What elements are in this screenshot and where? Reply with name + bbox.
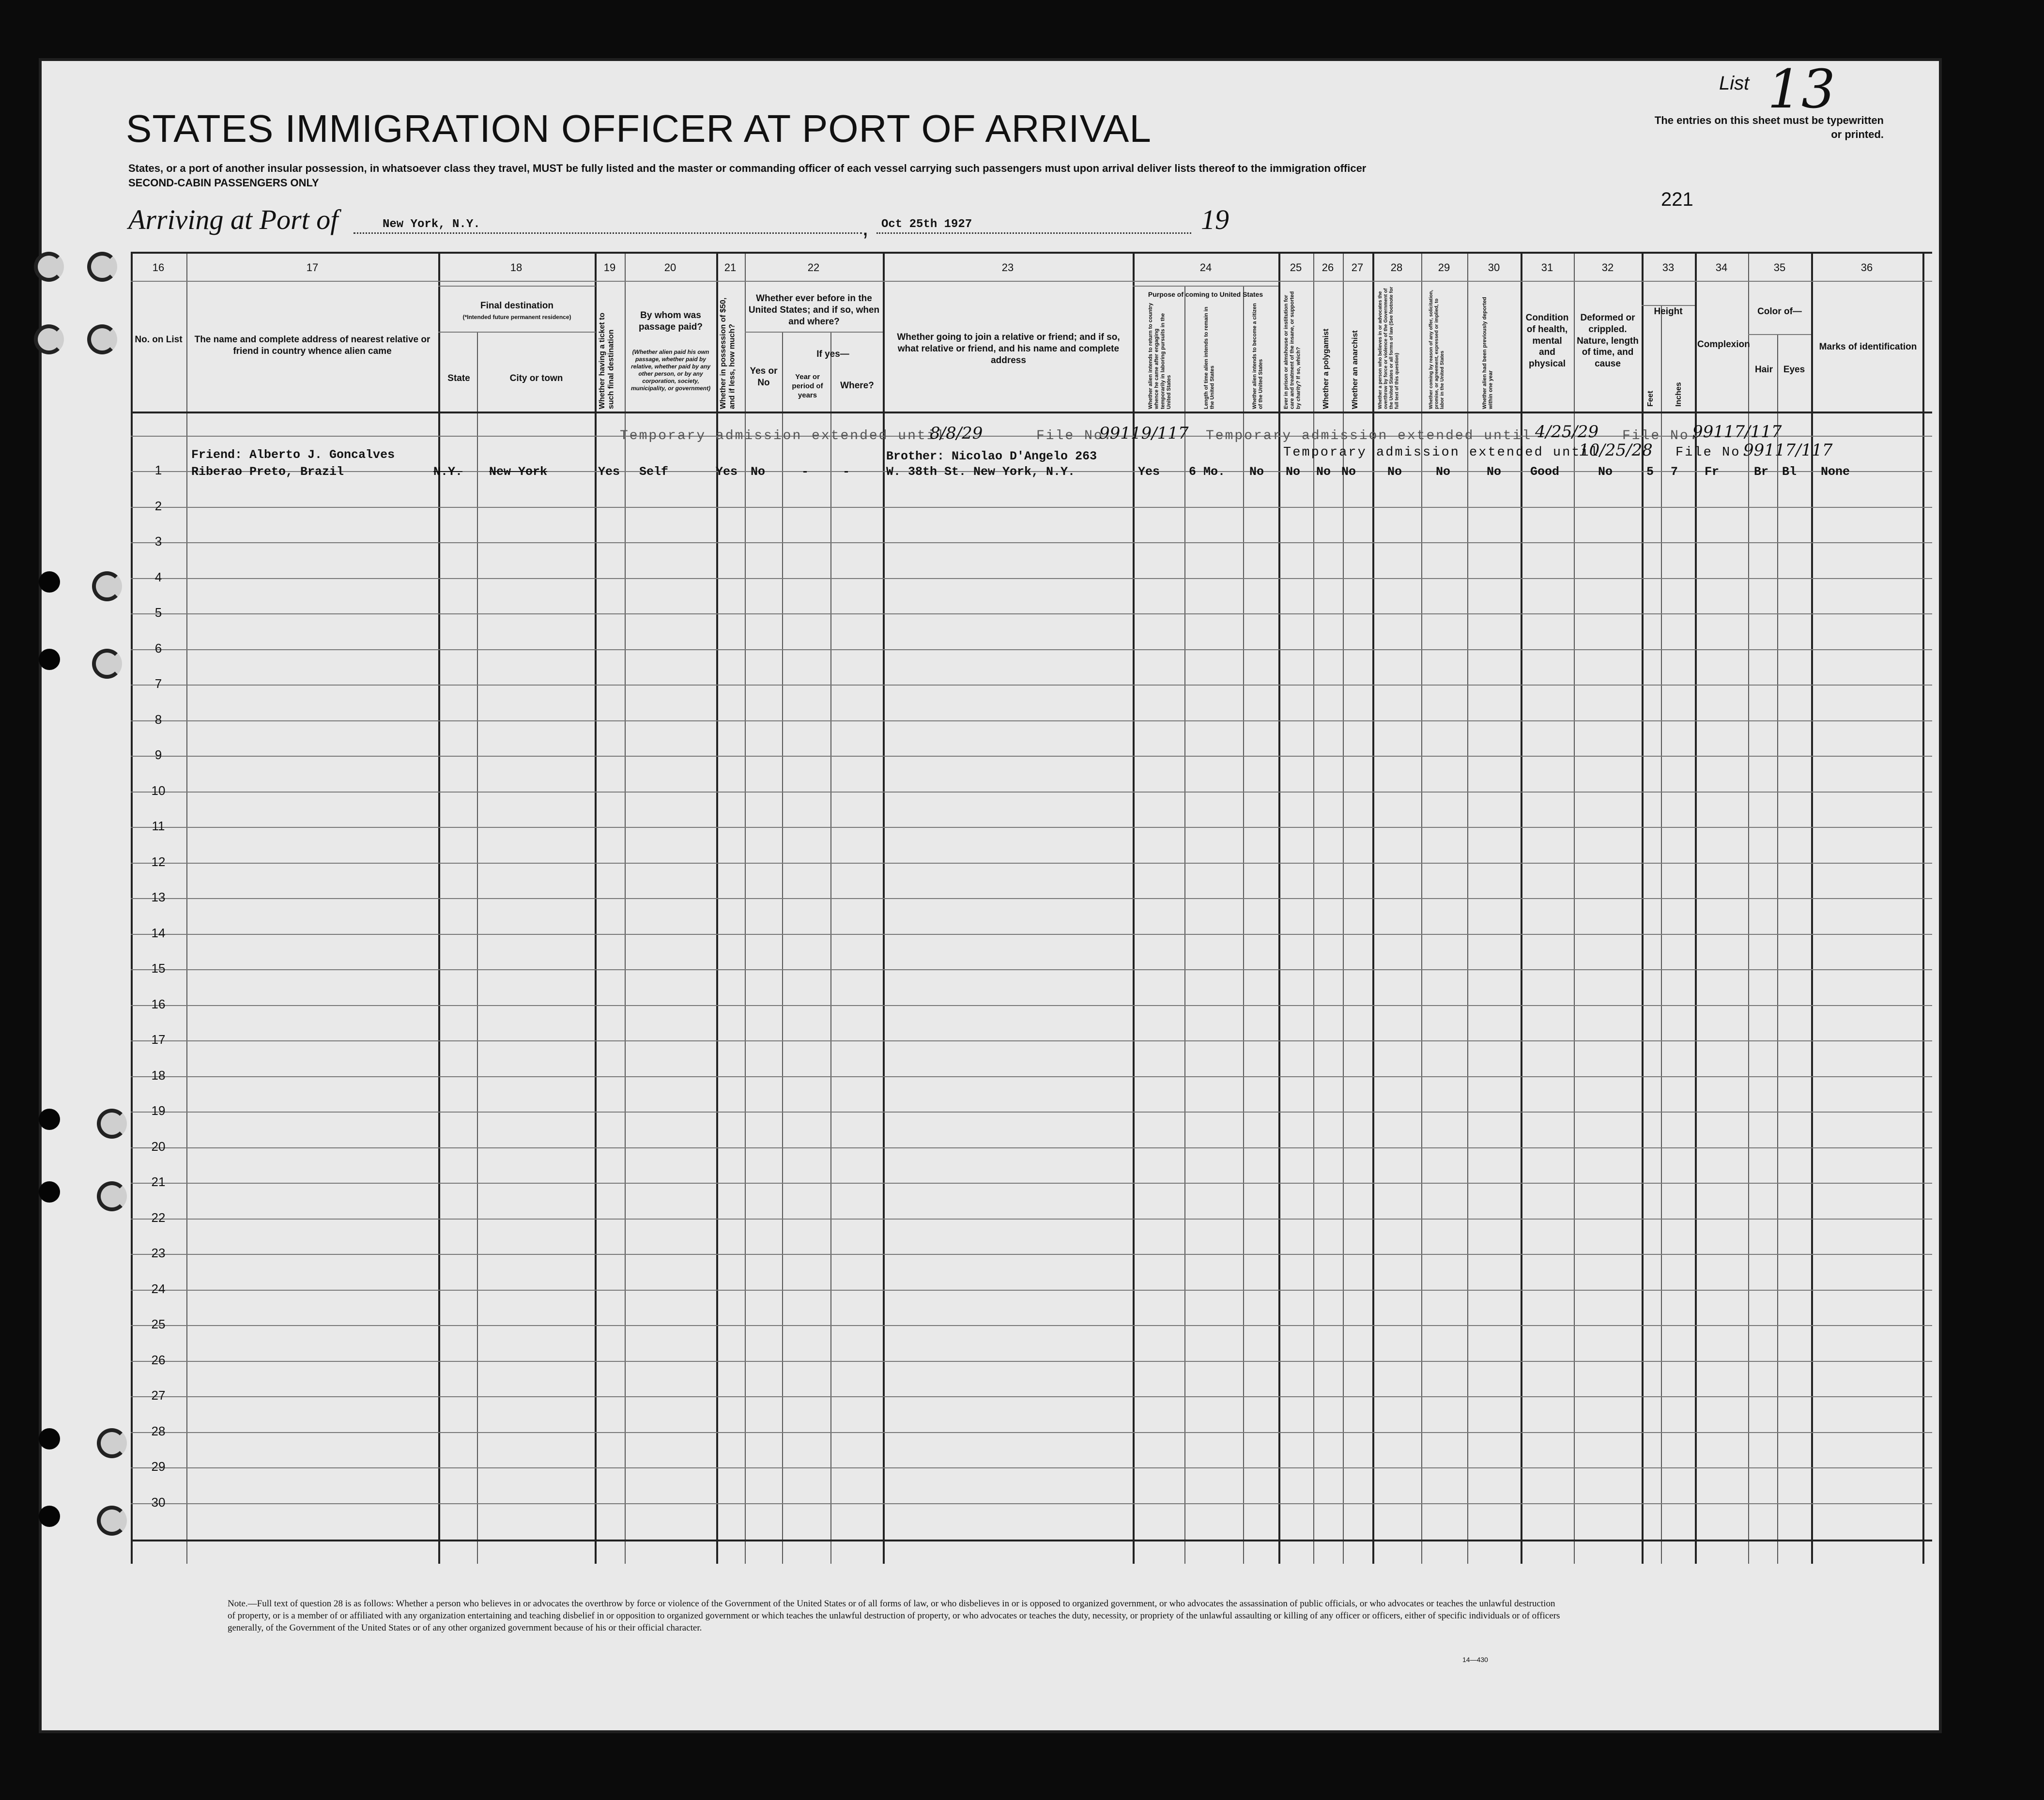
- q28-value: No: [1387, 465, 1402, 479]
- handwritten-file-no: 99117/117: [1692, 422, 1782, 442]
- manifest-table: [131, 252, 1932, 1564]
- marks-value: None: [1821, 465, 1850, 479]
- header-purpose: Purpose of coming to United States: [1148, 290, 1263, 298]
- punch-hole: [39, 1506, 60, 1527]
- row-number: 27: [151, 1388, 166, 1403]
- prison-value: No: [1286, 465, 1301, 479]
- row-number: 18: [151, 1068, 166, 1083]
- page-title: STATES IMMIGRATION OFFICER AT PORT OF ARRIVAL: [126, 107, 1152, 150]
- row-number: 16: [151, 997, 166, 1011]
- col-num: 17: [306, 261, 319, 274]
- row-number: 12: [151, 854, 166, 869]
- ticket-value: Yes: [598, 465, 620, 479]
- header-final-destination-note: (*Intended future permanent residence): [462, 314, 571, 320]
- date-dotline: [876, 232, 1191, 234]
- header-q28: Whether a person who believes in or advocates the overthrow by force or violence of the Government of the United States or all forms of law (See footnote for full text of this question): [1378, 287, 1400, 409]
- row-number: 24: [151, 1281, 166, 1296]
- header-no-on-list: No. on List: [135, 335, 183, 345]
- row-number: 2: [154, 499, 162, 513]
- handwritten-file-no: 99117/117: [1743, 441, 1833, 460]
- row-number: 6: [154, 641, 162, 656]
- header-eyes: Eyes: [1783, 365, 1805, 375]
- col-num: 28: [1390, 261, 1403, 274]
- header-fifty-dollars: Whether in possession of $50, and if less, how much?: [719, 297, 737, 409]
- header-prison: Ever in prison or almshouse or institution for care and treatment of the insane, or supported by charity? If so, which?: [1283, 291, 1302, 409]
- class-line: SECOND-CABIN PASSENGERS ONLY: [128, 177, 319, 189]
- header-ticket: Whether having a ticket to such final destination: [598, 312, 615, 409]
- typewritten-instruction: The entries on this sheet must be typewritten or printed.: [1654, 114, 1884, 140]
- binder-ring: [97, 1506, 127, 1536]
- row-number: 14: [151, 926, 166, 940]
- row-number: 7: [154, 676, 162, 691]
- col-num: 18: [510, 261, 523, 274]
- header-deformed: Deformed or crippled. Nature, length of time, and cause: [1577, 313, 1639, 369]
- header-before-in-us: Whether ever before in the United States; and if so, when and where?: [748, 293, 880, 327]
- date-value: Oct 25th 1927: [881, 218, 972, 231]
- row-number: 23: [151, 1246, 166, 1260]
- row-number: 10: [151, 783, 166, 798]
- header-passage-paid-note: (Whether alien paid his own passage, whether paid by relative, whether paid by any other person, or by any corporation, society, municipality, or government): [630, 349, 711, 392]
- header-yes-no: Yes or No: [750, 366, 778, 388]
- row-number: 22: [151, 1210, 166, 1225]
- feet-value: 5: [1646, 465, 1654, 479]
- hair-value: Br: [1754, 465, 1769, 479]
- list-label: List: [1719, 73, 1750, 94]
- row-number: 1: [154, 463, 162, 477]
- row-number: 3: [154, 534, 162, 549]
- header-where: Where?: [840, 381, 874, 391]
- row-number: 8: [154, 712, 162, 727]
- joining-relative: Brother: Nicolao D'Angelo 263: [886, 449, 1097, 463]
- row-number: 13: [151, 890, 166, 904]
- binder-ring: [87, 324, 117, 354]
- row-number: 25: [151, 1317, 166, 1331]
- deported-value: No: [1487, 465, 1502, 479]
- col-num: 26: [1322, 261, 1334, 274]
- years-value: -: [801, 465, 809, 479]
- row-number: 20: [151, 1139, 166, 1154]
- col-num: 19: [603, 261, 616, 274]
- year-prefix: 19: [1201, 204, 1229, 235]
- sheet-number: 221: [1661, 189, 1693, 210]
- col-num: 27: [1351, 261, 1364, 274]
- col-num: 29: [1438, 261, 1450, 274]
- col-num: 21: [724, 261, 737, 274]
- row-number: 21: [151, 1175, 166, 1189]
- before-in-us-value: No: [751, 465, 766, 479]
- list-number: 13: [1767, 58, 1835, 120]
- header-joining: Whether going to join a relative or friend; and if so, what relative or friend, and his name and complete address: [897, 332, 1120, 366]
- joining-address: W. 38th St. New York, N.Y.: [886, 465, 1076, 479]
- header-years: Year or period of years: [792, 373, 823, 399]
- header-return-intent: Whether alien intends to return to country whence he came after engaging temporarily in laboring pursuits in the United States: [1148, 303, 1172, 409]
- binder-ring: [92, 571, 122, 601]
- deformed-value: No: [1598, 465, 1613, 479]
- header-final-destination: Final destination: [480, 301, 553, 311]
- col-num: 23: [1001, 261, 1014, 274]
- header-color-of: Color of—: [1757, 306, 1802, 317]
- header-complexion: Complexion: [1697, 339, 1750, 350]
- row-number: 11: [152, 819, 165, 833]
- header-city: City or town: [509, 373, 563, 383]
- admission-stamp: Temporary admission extended until: [620, 428, 946, 443]
- header-inches: Inches: [1675, 382, 1683, 407]
- header-state: State: [447, 373, 470, 383]
- binder-ring: [34, 324, 64, 354]
- header-marks: Marks of identification: [1819, 342, 1917, 352]
- binder-ring: [97, 1428, 127, 1458]
- header-passage-paid: By whom was passage paid?: [639, 310, 703, 332]
- punch-hole: [39, 1181, 60, 1203]
- health-value: Good: [1530, 465, 1560, 479]
- contract-labor-value: No: [1436, 465, 1451, 479]
- row-number: 5: [154, 605, 162, 620]
- row-number: 26: [151, 1353, 166, 1367]
- punch-hole: [39, 649, 60, 670]
- row-number: 30: [151, 1495, 166, 1510]
- row-number: 9: [154, 747, 162, 762]
- col-num: 35: [1773, 261, 1786, 274]
- col-num: 30: [1488, 261, 1500, 274]
- row-number: 28: [151, 1424, 166, 1438]
- binder-ring: [92, 649, 122, 679]
- header-height: Height: [1654, 306, 1683, 317]
- anarchist-value: No: [1341, 465, 1356, 479]
- binder-ring: [34, 252, 64, 282]
- punch-hole: [39, 571, 60, 593]
- eyes-value: Bl: [1782, 465, 1797, 479]
- footnote: Note.—Full text of question 28 is as follows: Whether a person who believes in or advocates the overthrow by force or violence of the Government of the United States or of all forms of law, or who disbelieves in or is opposed to organized government, or who advocates the assassination of public officials, or who advocates or teaches the unlawful destruction of property, or is a member of or affiliated with any organization entertaining and teaching disbelief in or opposition to organized government or which teaches the unlawful destruction of property, or who advocates or teaches the duty, necessity, or propriety of the unlawful assaulting or killing of any officer or officers, either of specific individuals or of officers generally, of the Government of the United States or of any other organized government because of his or their official character.: [228, 1599, 1560, 1633]
- file-label: File No.: [1622, 428, 1699, 443]
- admission-stamp: Temporary admission extended until: [1283, 445, 1599, 460]
- file-label: File No.: [1036, 428, 1113, 443]
- header-anarchist: Whether an anarchist: [1351, 330, 1359, 409]
- file-label: File No.: [1675, 445, 1750, 460]
- arriving-label: Arriving at Port of: [128, 204, 338, 235]
- polygamist-value: No: [1316, 465, 1331, 479]
- row-number: 29: [151, 1459, 166, 1474]
- comma: ,: [862, 214, 869, 241]
- col-num: 36: [1860, 261, 1873, 274]
- header-if-yes: If yes—: [816, 349, 849, 359]
- header-deported: Whether alien had been previously deported within one year: [1482, 297, 1494, 409]
- length-of-stay-value: 6 Mo.: [1189, 465, 1226, 479]
- col-num: 34: [1715, 261, 1728, 274]
- handwritten-file-no: 99119/117: [1099, 424, 1189, 443]
- handwritten-date: 10/25/28: [1579, 441, 1653, 460]
- where-value: -: [843, 465, 850, 479]
- header-contract-labor: Whether coming by reason of any offer, solicitation, promise, or agreement, expressed or implied, to labor in the United States: [1429, 290, 1445, 409]
- passage-paid-value: Self: [639, 465, 669, 479]
- port-dotline: [353, 232, 862, 234]
- header-nearest-relative: The name and complete address of nearest relative or friend in country whence alien came: [194, 335, 430, 356]
- handwritten-date: 8/8/29: [930, 424, 983, 443]
- col-num: 16: [152, 261, 165, 274]
- subtitle: States, or a port of another insular possession, in whatsoever class they travel, MUST be fully listed and the master or commanding officer of each vessel carrying such passengers must upon arrival deliver lists thereof to the immigration officer: [128, 162, 1367, 174]
- col-num: 22: [807, 261, 820, 274]
- binder-ring: [97, 1109, 127, 1139]
- handwritten-date: 4/25/29: [1535, 422, 1599, 442]
- header-length-of-stay: Length of time alien intends to remain in the United States: [1203, 306, 1215, 409]
- row-number: 15: [151, 961, 166, 976]
- col-num: 24: [1199, 261, 1212, 274]
- binder-ring: [97, 1181, 127, 1211]
- col-num: 33: [1662, 261, 1675, 274]
- relative-name: Friend: Alberto J. Goncalves: [191, 448, 395, 462]
- inches-value: 7: [1671, 465, 1678, 479]
- header-health: Condition of health, mental and physical: [1525, 313, 1569, 369]
- punch-hole: [39, 1109, 60, 1130]
- binder-ring: [87, 252, 117, 282]
- complexion-value: Fr: [1705, 465, 1720, 479]
- row-number: 19: [151, 1103, 166, 1118]
- fifty-dollars-value: Yes: [716, 465, 738, 479]
- destination-city: New York: [489, 465, 548, 479]
- citizen-intent-value: No: [1249, 465, 1264, 479]
- admission-stamp: Temporary admission extended until: [1206, 428, 1532, 443]
- col-num: 25: [1290, 261, 1302, 274]
- row-number: 17: [151, 1032, 166, 1047]
- punch-hole: [39, 1428, 60, 1449]
- col-num: 31: [1541, 261, 1553, 274]
- header-feet: Feet: [1646, 391, 1655, 407]
- col-num: 20: [664, 261, 676, 274]
- port-value: New York, N.Y.: [383, 218, 480, 231]
- header-citizen-intent: Whether alien intends to become a citizen of the United States: [1252, 303, 1264, 409]
- col-num: 32: [1601, 261, 1614, 274]
- return-intent-value: Yes: [1138, 465, 1160, 479]
- form-code: 14—430: [1462, 1656, 1488, 1663]
- header-hair: Hair: [1755, 365, 1773, 375]
- row-number: 4: [154, 570, 162, 584]
- relative-address: Riberao Preto, Brazil: [191, 465, 344, 479]
- destination-state: N.Y.: [433, 465, 463, 479]
- header-polygamist: Whether a polygamist: [1322, 328, 1330, 409]
